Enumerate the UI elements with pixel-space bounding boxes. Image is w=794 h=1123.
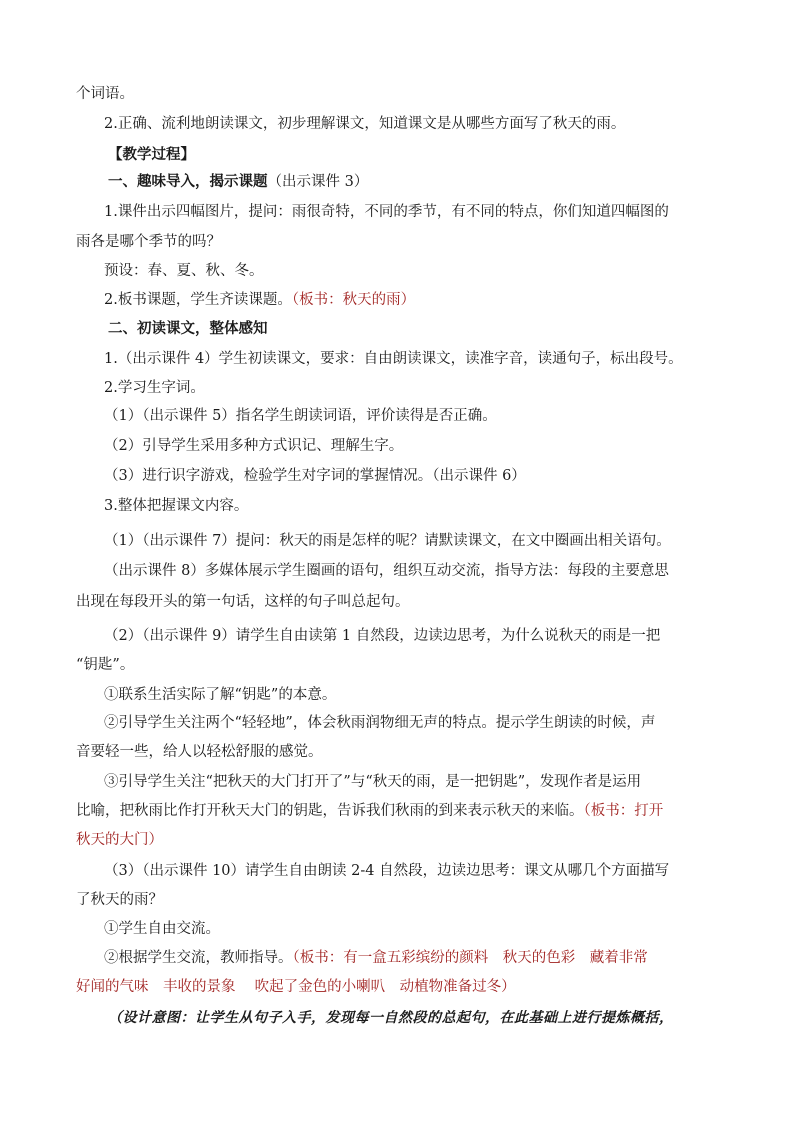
text-line: ②引导学生关注两个“轻轻地”，体会秋雨润物细无声的特点。提示学生朗读的时候，声: [104, 715, 656, 731]
board-note: （板书：秋天的雨）: [291, 292, 416, 308]
text-line: 预设：春、夏、秋、冬。: [104, 263, 264, 279]
board-note: 秋天的大门）: [76, 832, 163, 848]
section-heading-2: 二、初读课文，整体感知: [108, 320, 268, 337]
text-line: 雨各是哪个季节的吗？: [76, 234, 221, 250]
text-line: （1）（出示课件 7）提问：秋天的雨是怎样的呢？请默读课文，在文中圈画出相关语句。: [104, 533, 671, 549]
text-line: 了秋天的雨？: [76, 892, 163, 908]
section-heading-teaching-process: 【教学过程】: [108, 146, 195, 163]
board-note: （板书：打开: [583, 803, 664, 819]
text-line: 出现在每段开头的第一句话，这样的句子叫总起句。: [76, 594, 410, 610]
board-note: 好闻的气味 丰收的景象 吹起了金色的小喇叭 动植物准备过冬）: [76, 979, 516, 995]
text-line: ②根据学生交流，教师指导。（板书：有一盒五彩缤纷的颜料 秋天的色彩 藏着非常: [104, 950, 648, 966]
text-line: （3）进行识字游戏，检验学生对字词的掌握情况。（出示课件 6）: [104, 468, 526, 484]
text-line: （2）引导学生采用多种方式识记、理解生字。: [104, 438, 404, 454]
text-line: [76, 830, 163, 850]
board-note: （板书：有一盒五彩缤纷的颜料 秋天的色彩 藏着非常: [292, 950, 648, 966]
text-line: 音要轻一些，给人以轻松舒服的感觉。: [76, 744, 323, 760]
text-line: （1）（出示课件 5）指名学生朗读词语，评价读得是否正确。: [104, 408, 497, 424]
text-line: 1.（出示课件 4）学生初读课文，要求：自由朗读课文，读准字音，读通句子，标出段号。: [104, 351, 683, 367]
text-line: 比喻，把秋雨比作打开秋天大门的钥匙，告诉我们秋雨的到来表示秋天的来临。（板书：打开: [76, 803, 664, 819]
text-line: 3.整体把握课文内容。: [104, 498, 249, 514]
text-line: （2）（出示课件 9）请学生自由读第 1 自然段，边读边思考，为什么说秋天的雨是一把: [104, 628, 661, 644]
text-line: 2.板书课题，学生齐读课题。（板书：秋天的雨）: [104, 292, 416, 308]
text-line: （3）（出示课件 10）请学生自由朗读 2-4 自然段，边读边思考：课文从哪几个方面描写: [104, 863, 670, 879]
section-heading-1: 一、趣味导入，揭示课题（出示课件 3）: [108, 173, 369, 190]
objective-2: 2.正确、流利地朗读课文，初步理解课文，知道课文是从哪些方面写了秋天的雨。: [104, 116, 626, 132]
text-line: （出示课件 8）多媒体展示学生圈画的语句，组织互动交流，指导方法：每段的主要意思: [104, 563, 669, 579]
design-intent-note: （设计意图：让学生从句子入手，发现每一自然段的总起句，在此基础上进行提炼概括，: [108, 1010, 674, 1026]
text-line: 个词语。: [76, 86, 134, 102]
text-line: “钥匙”。: [76, 657, 135, 673]
text-line: 2.学习生字词。: [104, 380, 205, 396]
text-line: 1.课件出示四幅图片，提问：雨很奇特，不同的季节，有不同的特点，你们知道四幅图的: [104, 204, 669, 220]
text-line: ③引导学生关注“把秋天的大门打开了”与“秋天的雨，是一把钥匙”，发现作者是运用: [104, 774, 642, 790]
text-line: ①联系生活实际了解“钥匙”的本意。: [104, 687, 337, 703]
text-line: ①学生自由交流。: [104, 921, 220, 937]
text-line: [76, 977, 516, 997]
